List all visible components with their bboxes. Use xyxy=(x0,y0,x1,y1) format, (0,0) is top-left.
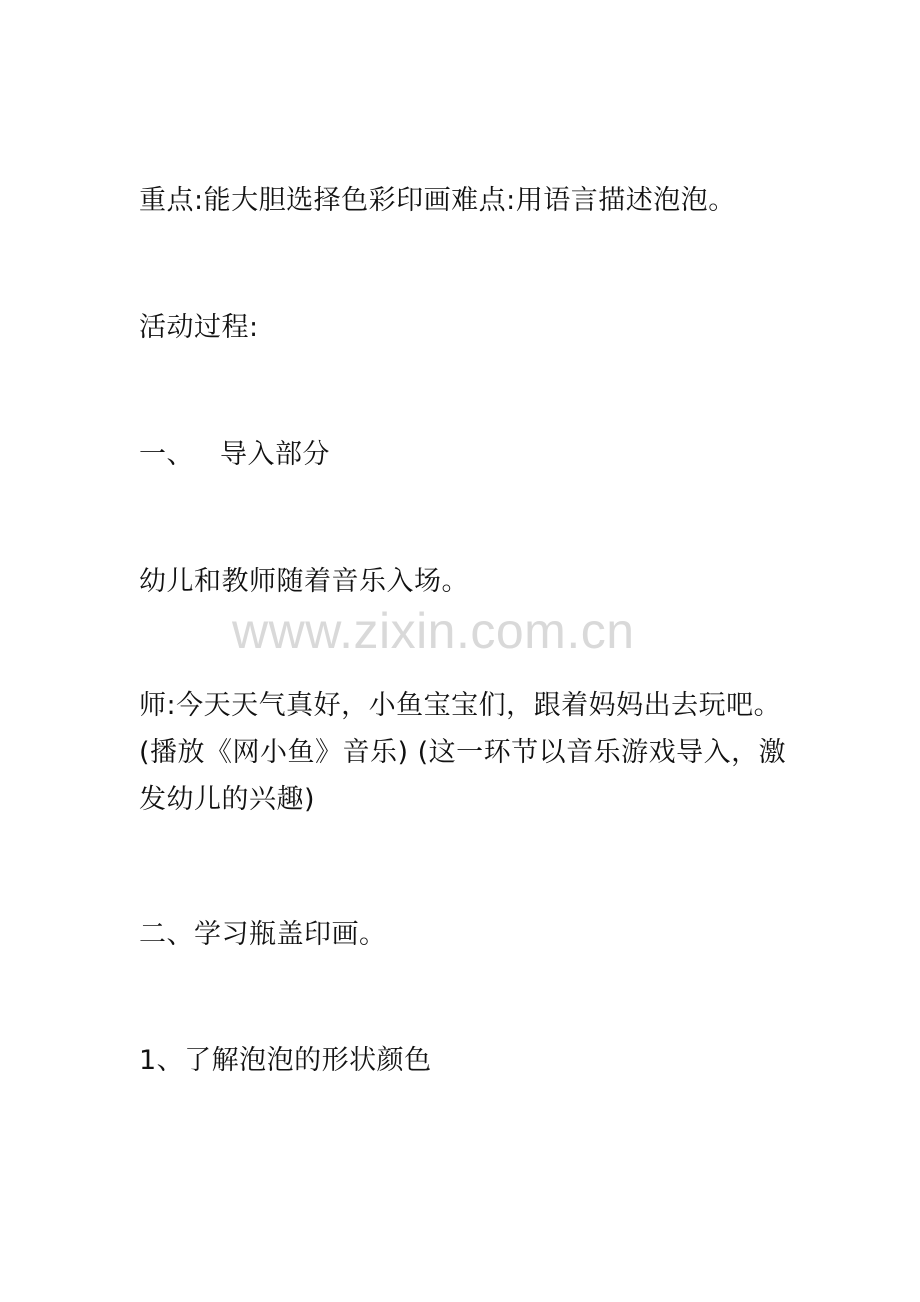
teacher-paragraph-line: (播放《网小鱼》音乐) (这一环节以音乐游戏导入，激 xyxy=(139,737,787,768)
watermark-text: www.zixin.com.cn xyxy=(232,603,635,659)
subsection-one-heading: 1、了解泡泡的形状颜色 xyxy=(139,1045,432,1076)
section-two-heading: 二、学习瓶盖印画。 xyxy=(139,919,387,950)
section-one-number: 一、 xyxy=(139,439,194,470)
teacher-paragraph-line: 发幼儿的兴趣) xyxy=(139,784,316,815)
section-one-title: 导入部分 xyxy=(220,439,330,470)
intro-sentence: 幼儿和教师随着音乐入场。 xyxy=(139,566,469,597)
teacher-paragraph xyxy=(139,682,786,823)
section-one-heading xyxy=(139,441,330,468)
process-label: 活动过程: xyxy=(139,312,259,343)
key-points-line: 重点:能大胆选择色彩印画难点:用语言描述泡泡。 xyxy=(139,185,736,216)
teacher-paragraph-line: 师:今天天气真好，小鱼宝宝们，跟着妈妈出去玩吧。 xyxy=(139,690,782,721)
